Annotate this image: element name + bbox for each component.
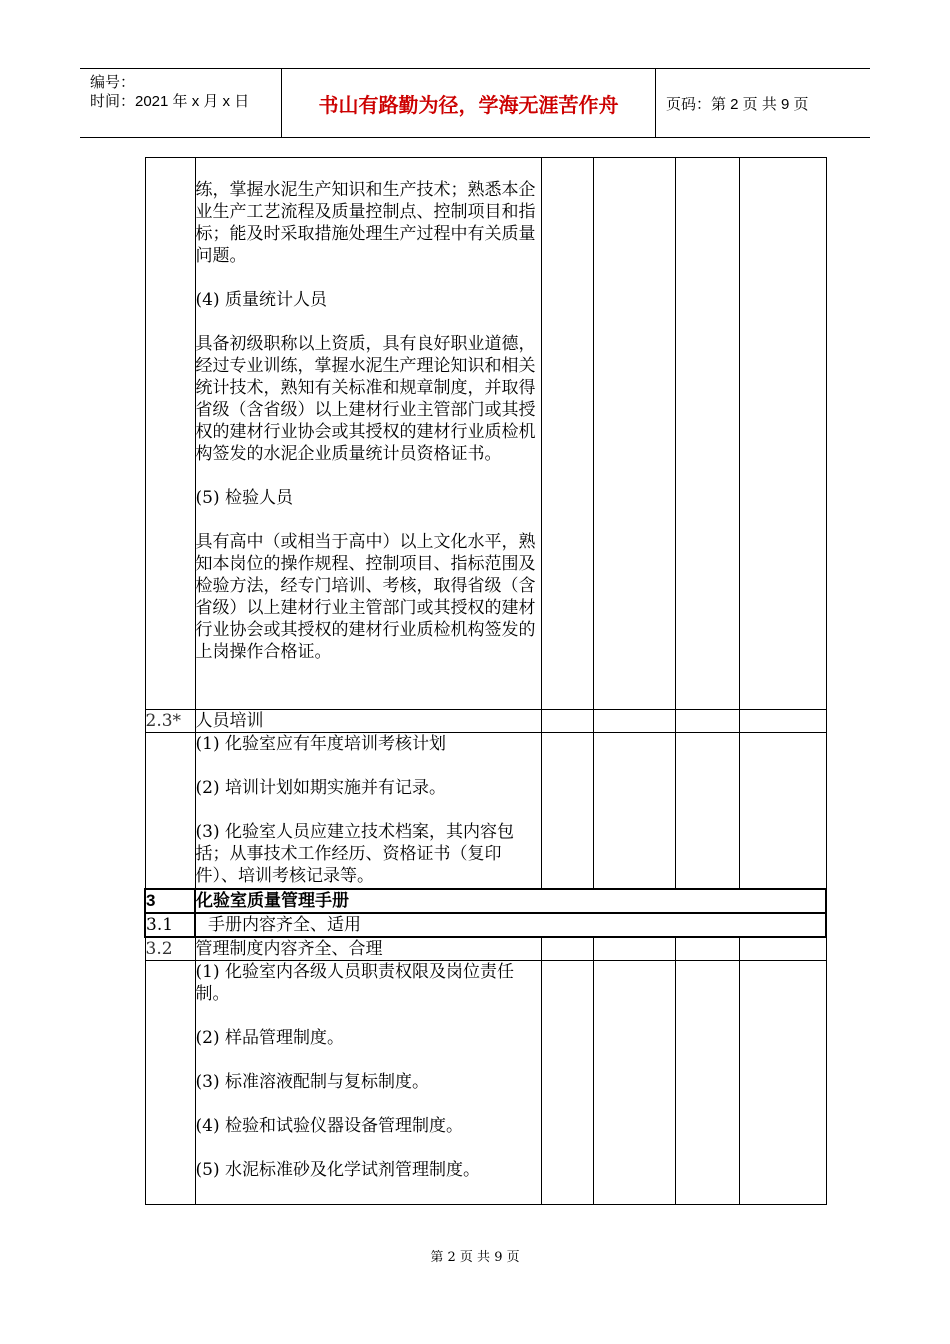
item-number: 3.2 bbox=[145, 937, 195, 961]
section-number: 3 bbox=[145, 889, 195, 913]
paragraph: (4) 检验和试验仪器设备管理制度。 bbox=[195, 1115, 463, 1136]
section-row bbox=[145, 913, 826, 937]
time-label: 时间：2021 年 x 月 x 日 bbox=[90, 93, 250, 110]
item-number: 3.1 bbox=[145, 913, 195, 937]
table-row bbox=[145, 710, 826, 733]
checklist-table bbox=[144, 157, 827, 1205]
score-cell bbox=[541, 710, 593, 733]
content-cell bbox=[195, 960, 541, 1204]
score-cell bbox=[593, 158, 675, 710]
table-row bbox=[145, 158, 826, 710]
score-cell bbox=[739, 733, 826, 889]
paragraph: (1) 化验室应有年度培训考核计划 bbox=[195, 734, 446, 754]
item-number: 2.3* bbox=[145, 710, 195, 733]
paragraph: (2) 培训计划如期实施并有记录。 bbox=[195, 778, 446, 798]
serial-label: 编号： bbox=[90, 74, 136, 91]
number-cell bbox=[145, 733, 195, 889]
paragraph: (3) 标准溶液配制与复标制度。 bbox=[195, 1071, 429, 1092]
header-meta bbox=[80, 69, 282, 137]
score-cell bbox=[541, 960, 593, 1204]
table-row bbox=[145, 733, 826, 889]
header-page-info: 页码：第 2 页 共 9 页 bbox=[666, 95, 809, 113]
number-cell bbox=[145, 960, 195, 1204]
score-cell bbox=[739, 960, 826, 1204]
item-title: 管理制度内容齐全、合理 bbox=[195, 937, 541, 961]
number-cell bbox=[145, 158, 195, 710]
paragraph: (3) 化验室人员应建立技术档案，其内容包括；从事技术工作经历、资格证书（复印件）、培训考核记录等。 bbox=[195, 822, 514, 886]
score-cell bbox=[593, 733, 675, 889]
table-row bbox=[145, 937, 826, 961]
table-row bbox=[145, 960, 826, 1204]
score-cell bbox=[675, 960, 739, 1204]
score-cell bbox=[593, 960, 675, 1204]
subheading: (5) 检验人员 bbox=[195, 488, 293, 508]
score-cell bbox=[593, 710, 675, 733]
section-title: 化验室质量管理手册 bbox=[195, 889, 826, 913]
section-row bbox=[145, 889, 826, 913]
paragraph: (1) 化验室内各级人员职责权限及岗位责任制。 bbox=[195, 961, 514, 1004]
score-cell bbox=[675, 733, 739, 889]
score-cell bbox=[675, 158, 739, 710]
paragraph: 具有高中（或相当于高中）以上文化水平，熟知本岗位的操作规程、控制项目、指标范围及检验方法，经专门培训、考核，取得省级（含省级）以上建材行业主管部门或其授权的建材行业协会或其授权的建材行业质检机构签发的上岗操作合格证。 bbox=[195, 532, 536, 662]
content-cell bbox=[195, 733, 541, 889]
score-cell bbox=[739, 710, 826, 733]
score-cell bbox=[675, 937, 739, 961]
score-cell bbox=[739, 158, 826, 710]
subheading: (4) 质量统计人员 bbox=[195, 290, 327, 310]
paragraph: (5) 水泥标准砂及化学试剂管理制度。 bbox=[195, 1159, 480, 1180]
score-cell bbox=[541, 158, 593, 710]
item-title: 手册内容齐全、适用 bbox=[195, 913, 826, 937]
score-cell bbox=[593, 937, 675, 961]
page-header bbox=[80, 68, 870, 138]
score-cell bbox=[675, 710, 739, 733]
paragraph: 具备初级职称以上资质，具有良好职业道德，经过专业训练，掌握水泥生产理论知识和相关统计技术，熟知有关标准和规章制度，并取得省级（含省级）以上建材行业主管部门或其授权的建材行业协会或其授权的建材行业质检机构签发的水泥企业质量统计员资格证书。 bbox=[195, 334, 536, 464]
score-cell bbox=[541, 733, 593, 889]
score-cell bbox=[739, 937, 826, 961]
paragraph: (2) 样品管理制度。 bbox=[195, 1027, 344, 1048]
page-footer: 第 2 页 共 9 页 bbox=[430, 1250, 520, 1265]
header-motto: 书山有路勤为径，学海无涯苦作舟 bbox=[282, 69, 656, 137]
content-cell bbox=[195, 158, 541, 710]
paragraph: 练，掌握水泥生产知识和生产技术；熟悉本企业生产工艺流程及质量控制点、控制项目和指标；能及时采取措施处理生产过程中有关质量问题。 bbox=[195, 180, 536, 266]
item-title: 人员培训 bbox=[195, 710, 541, 733]
score-cell bbox=[541, 937, 593, 961]
